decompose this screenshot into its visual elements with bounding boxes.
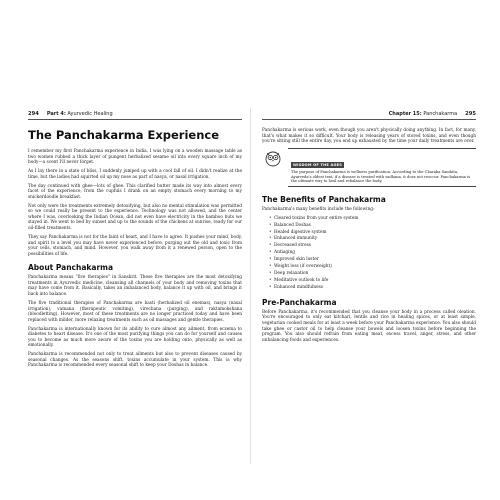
- wisdom-box: [288, 148, 476, 187]
- left-page: [28, 111, 242, 372]
- about-paragraph: Panchakarma is internationally known for its ability to cure almost any ailment, from eczema to diabetes to heart disease. It's one of the most purifying things you can do for yourself and causes you to become as much more aware of the toxins you are holding onto, physically as well as emotionally.: [28, 326, 242, 349]
- chapter-section-heading: The Panchakarma Experience: [28, 128, 220, 142]
- list-item: • Antiaging: [274, 250, 476, 257]
- list-item: • Weight loss (if overweight): [274, 264, 476, 271]
- right-page-number: 295: [465, 111, 476, 117]
- right-running-head: [262, 111, 457, 117]
- list-item: • Enhanced immunity: [274, 236, 476, 243]
- left-part-label: Part 4:: [46, 111, 66, 117]
- wisdom-sidebar: [262, 148, 476, 187]
- benefits-list: [262, 216, 476, 292]
- right-intro-paragraph: Panchakarma is serious work, even though you aren't physically doing anything. In fact, for many, that's what makes it so difficult. Your body is releasing years of stored toxins, and even though you're sitting still the entire day, you end up exhausted by the time your daily treatments are over.: [262, 128, 476, 145]
- list-item: • Balanced Doshas: [274, 223, 476, 230]
- list-item: • Decreased stress: [274, 243, 476, 250]
- about-heading: About Panchakarma: [28, 263, 114, 273]
- right-chapter-title: Panchakarma: [423, 111, 458, 117]
- pre-panchakarma-paragraph: Before Panchakarma, it's recommended that you cleanse your body in a process called oleation. You're encouraged to only eat kitchari, lentils and rice in healing spices, or at least simple, vegetarian cooked meals for at least a week before your Panchakarma experience. You also should take ghee or castor oil to help cleanse your bowels and loosen toxins before beginning the program. You also should refrain from eating meat, excess travel, anger, stress, and other unbalancing foods and experiences.: [262, 309, 476, 343]
- page-gutter: [250, 108, 251, 464]
- about-paragraph: The five traditional therapies of Panchakarma are basti (herbalized oil enemas), nasya (nasal irrigation), vamana (therapeutic vomiting), virechana (purging), and raktamokshana (bloodletting). However, most of these treatments are no longer practiced today and have been replaced with milder, more relaxing treatments such as oil massages and gentle therapies.: [28, 300, 242, 323]
- wisdom-tag: WISDOM OF THE AGES: [293, 163, 343, 168]
- intro-paragraph: As I lay there in a state of bliss, I suddenly jumped up with a cool fall of oil. I didn't realize at the time, but the ladies had squirted oil up my nose as part of nasya, or nasal irrigation.: [28, 169, 242, 180]
- intro-paragraph: I remember my first Panchakarma experience in India. I was lying on a wooden massage table as two women rubbed a thick layer of pungent herbalized sesame oil into every square inch of my body—a scent I'll never forget.: [28, 149, 242, 166]
- left-part-title: Ayurvedic Healing: [67, 111, 113, 117]
- list-item: • Cleared toxins from your entire system: [274, 216, 476, 223]
- about-paragraph: Panchakarma means “five therapies” in Sanskrit. These five therapies are the most detoxifying treatments in Ayurvedic medicine, cleansing all channels of your body and removing toxins that may have come from it. Basically, takes an imbalanced body, balance it up with oil, and brings it back into balance.: [28, 275, 242, 298]
- right-chapter-label: Chapter 15:: [388, 111, 422, 117]
- benefits-intro: Panchakarma's many benefits include the following:: [262, 206, 375, 212]
- left-running-head: [47, 111, 242, 117]
- list-item: • Meditative outlook to life: [274, 278, 476, 285]
- list-item: • Improved skin luster: [274, 257, 476, 264]
- left-running-header: [28, 111, 242, 120]
- right-running-header: [262, 111, 476, 120]
- wisdom-text: The purpose of Panchakarma is wellness purification. According to the Charaka Samhita, Ayurveda's oldest text, if a disease is treated with sadhana, it does not reoccur. Panchakarma is the ultimate way to heal and rebalance the body.: [291, 170, 471, 184]
- left-page-number: 294: [28, 111, 39, 117]
- list-item: • Healed digestive system: [274, 230, 476, 237]
- intro-paragraph: The day continued with ghee—lots of ghee. This clarified butter made its way into almost every facet of the experience, from the cupfuls I drank on an empty stomach every morning to my snickerdoodle breakfast.: [28, 183, 242, 200]
- list-item: • Deep relaxation: [274, 271, 476, 278]
- intro-paragraph: Not only were the treatments extremely detoxifying, but also no mental stimulation was permitted so we could really be present to the experience. Technology was not allowed, and the center where I was, overlooking the Indian Ocean, did not even have electricity in the bamboo huts we stayed in. We went to bed by sunset and up to the sounds of the chickens at sunrise, ready for our oil-filled treatments.: [28, 203, 242, 232]
- benefits-heading: The Benefits of Panchakarma: [262, 194, 386, 204]
- right-page: [262, 111, 476, 347]
- list-item: • Enhanced mindfulness: [274, 285, 476, 292]
- intro-paragraph: They say Panchakarma is not for the faint of heart, and I have to agree. It pushes your mind, body, and spirit to a level you may have never experienced before, purging out the old and toxic from your cells, stomach, and mind. However, you walk away from it a renewed person, open to the possibilities of life.: [28, 234, 242, 257]
- about-paragraph: Panchakarma is recommended not only to treat ailments but also to prevent diseases caused by seasonal changes. As the seasons shift, toxins accumulate in your system. This is why Panchakarma is recommended every seasonal shift to keep your Doshas in balance.: [28, 352, 242, 369]
- pre-panchakarma-heading: Pre-Panchakarma: [262, 297, 337, 307]
- owl-icon: [262, 149, 284, 167]
